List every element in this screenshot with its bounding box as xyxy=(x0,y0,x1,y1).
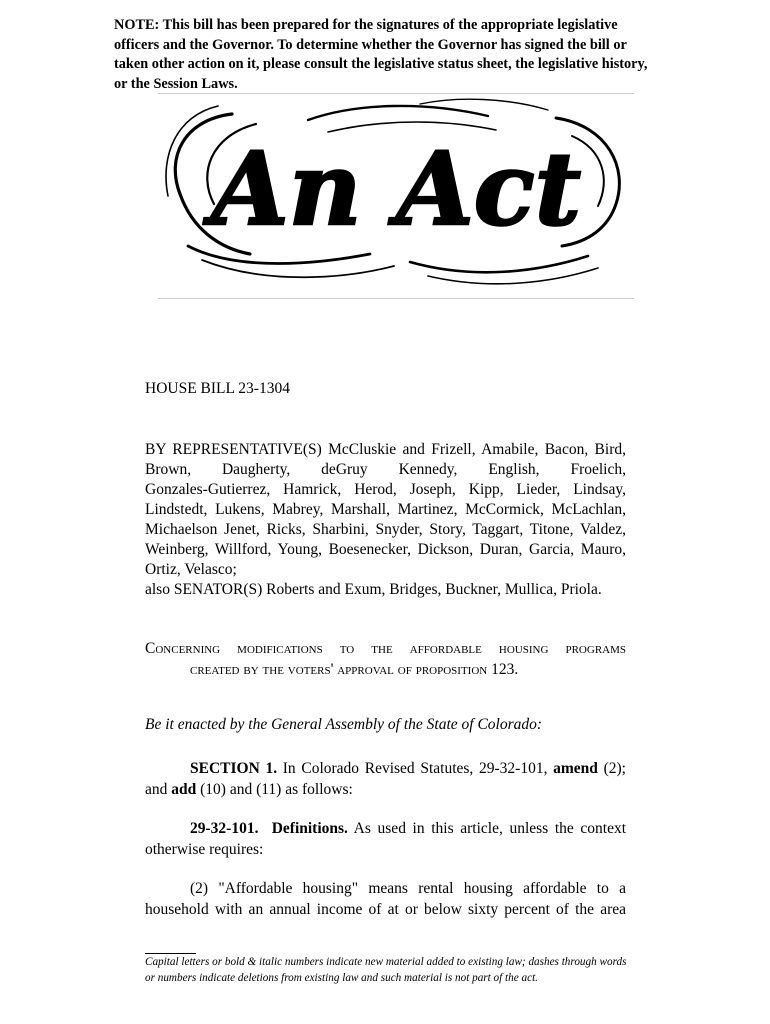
section-1 xyxy=(145,758,626,800)
an-act-banner xyxy=(158,96,634,296)
definitions-section xyxy=(145,818,626,860)
sponsors-line: BY REPRESENTATIVE(S) McCluskie and Frizell, Amabile, Bacon, Bird, xyxy=(145,441,626,458)
definitions-line: otherwise requires: xyxy=(145,841,264,858)
an-act-text: An Act xyxy=(211,130,581,248)
definitions-text: As used in this article, unless the context xyxy=(347,820,627,837)
sponsors-line: Brown, Daugherty, deGruy Kennedy, English, Froelich, xyxy=(145,461,626,478)
definition-line: (2) "Affordable housing" means rental housing affordable to a xyxy=(190,880,626,897)
section-text: (2); xyxy=(597,760,626,777)
section-text: In Colorado Revised Statutes, 29-32-101, xyxy=(277,760,554,777)
sponsors-line: Gonzales-Gutierrez, Hamrick, Herod, Joseph, Kipp, Lieder, Lindsay, xyxy=(145,481,626,498)
banner-top-rule xyxy=(158,93,634,94)
definition-line: household with an annual income of at or below sixty percent of the area xyxy=(145,901,626,918)
bill-number: HOUSE BILL 23-1304 xyxy=(145,380,290,397)
statute-cite: 29-32-101. xyxy=(190,820,259,837)
enacting-clause: Be it enacted by the General Assembly of the State of Colorado: xyxy=(145,716,543,733)
section-label: SECTION 1. xyxy=(190,760,278,777)
sponsors-line: Lindstedt, Lukens, Mabrey, Marshall, Martinez, McCormick, McLachlan, xyxy=(145,501,626,518)
bill-title-line: created by the voters' approval of proposition 123. xyxy=(190,661,519,678)
amend-keyword: amend xyxy=(553,760,598,777)
section-1-line xyxy=(145,779,626,800)
sponsors-line: Michaelson Jenet, Ricks, Sharbini, Snyder, Story, Taggart, Titone, Valdez, xyxy=(145,521,626,538)
section-text: (10) and (11) as follows: xyxy=(196,781,353,798)
sponsors-block xyxy=(145,440,626,600)
section-1-line xyxy=(145,758,626,779)
footnote: Capital letters or bold & italic numbers indicate new material added to existing law; dashes through words or numbers indicate deletions from existing law and such material is not part of the act. xyxy=(145,956,627,984)
bill-title-line: Concerning modifications to the affordable housing programs xyxy=(145,640,626,657)
section-heading: Definitions. xyxy=(271,820,348,837)
banner-bottom-rule xyxy=(158,298,634,299)
signature-note: NOTE: This bill has been prepared for the signatures of the appropriate legislative officers and the Governor. To determine whether the Governor has signed the bill or taken other action on it, please consult the legislative status sheet, the legislative history, or the Session Laws. xyxy=(114,17,648,92)
definitions-line xyxy=(145,818,626,839)
affordable-housing-definition xyxy=(145,878,626,920)
sponsors-line: Weinberg, Willford, Young, Boesenecker, Dickson, Duran, Garcia, Mauro, xyxy=(145,541,626,558)
bill-title xyxy=(145,638,626,680)
add-keyword: add xyxy=(171,781,197,798)
sponsors-line: Ortiz, Velasco; xyxy=(145,561,237,578)
section-text: and xyxy=(145,781,172,798)
footnote-rule xyxy=(145,953,196,954)
senators-line: also SENATOR(S) Roberts and Exum, Bridges, Buckner, Mullica, Priola. xyxy=(145,581,602,598)
